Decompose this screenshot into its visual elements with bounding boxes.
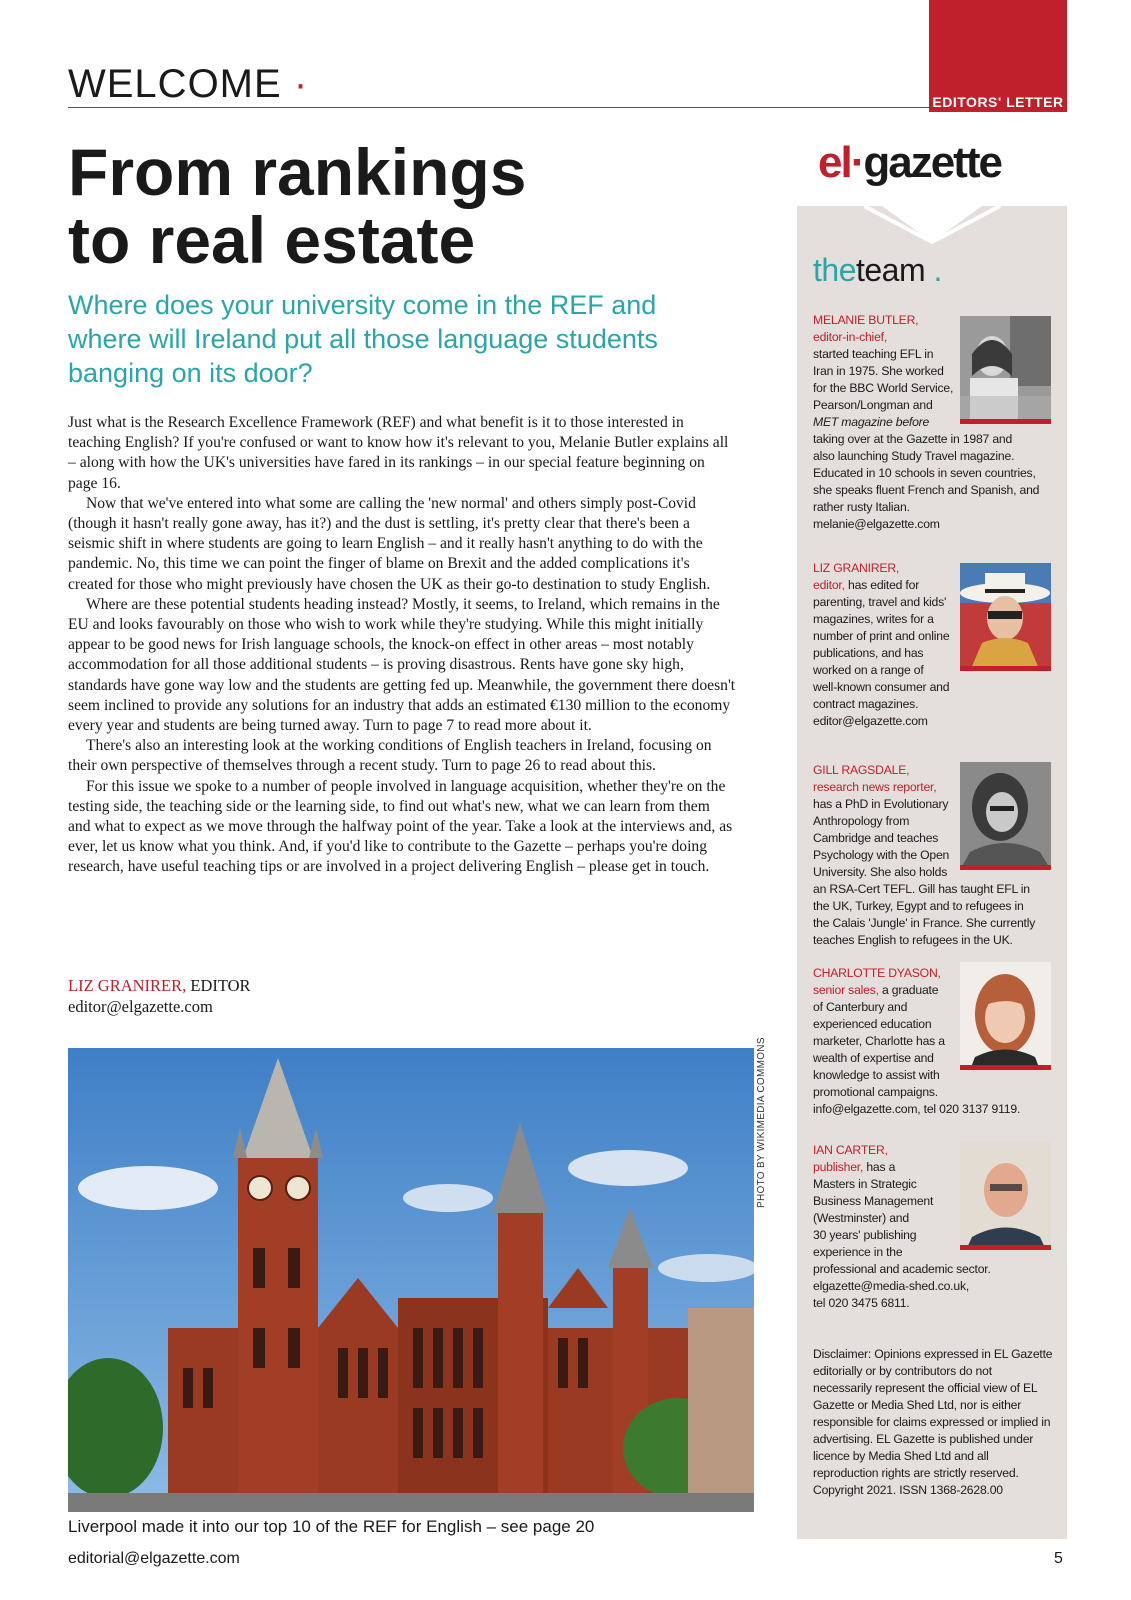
el-gazette-logo: el·gazette (818, 138, 1001, 187)
signoff (68, 975, 251, 1017)
team-member-liz-granirer: LIZ GRANIRER, editor, has edited for parenting, travel and kids' magazines, writes for a number of print and online publications, and has worked on a range of well-known consumer and contract magazines. editor@elgazette.com (813, 561, 950, 728)
disclaimer: Disclaimer: Opinions expressed in EL Gazette editorially or by contributors do not necessarily represent the official view of EL Gazette or Media Shed Ltd, nor is either responsible for claims expressed or implied in advertising. EL Gazette is published under licence by Media Shed Ltd and all reproduction rights are strictly reserved. Copyright 2021. ISSN 1368-2628.00 (813, 1347, 1053, 1497)
paragraph: For this issue we spoke to a number of people involved in language acquisition, whether they're on the testing side, the teaching side or the learning side, to find out what's new, what we can learn from them and what to expect as we move through the halfway point of the year. Take a look at the interviews and, as ever, let us know what you think. And, if you'd like to contribute to the Gazette – perhaps you're doing research, have useful teaching tips or are involved in a project delivering English – please get in touch. (68, 777, 733, 876)
team-member-charlotte-dyason: CHARLOTTE DYASON, senior sales, a graduate of Canterbury and experienced education marketer, Charlotte has a wealth of expertise and knowledge to assist with promotional campaigns. info@elgazette.com, tel 020 3137 9119. (813, 966, 1021, 1116)
notch-chevron-icon (864, 206, 1004, 246)
standfirst: Where does your university come in the REF and where will Ireland put all those language students banging on its door? (68, 290, 658, 388)
paragraph: Now that we've entered into what some are calling the 'new normal' and others simply post-Covid (though it hasn't really gone away, has it?) and the dust is settling, it's pretty clear that there's been a seismic shift in where students are going to learn English – and it really hasn't anything to do with the pandemic. No, this time we can point the finger of blame on Brexit and the added complications it's created for those who might previously have chosen the UK as their go-to destination to study English. (68, 494, 711, 593)
gill-ragsdale-photo (960, 762, 1051, 870)
article-body (68, 413, 736, 878)
paragraph: Where are these potential students heading instead? Mostly, it seems, to Ireland, which remains in the EU and looks favourably on those who wish to work while they're studying. While this might initially appear to be good news for Irish language schools, the knock-on effect in other areas – most notably accommodation for all those additional students – is proving disastrous. Rents have gone sky high, standards have gone way low and the students are getting fed up. Meanwhile, the government there doesn't seem inclined to provide any solutions for an industry that adds an estimated €130 million to the economy every year and students are being turned away. Turn to page 7 to read more about it. (68, 595, 736, 735)
headline-line-1: From rankings (68, 135, 527, 209)
team-member-melanie-butler: MELANIE BUTLER, editor-in-chief, started teaching EFL in Iran in 1975. She worked for the BBC World Service, Pearson/Longman and MET magazine before taking over at the Gazette in 1987 and also launching Study Travel magazine. Educated in 10 schools in seven countries, she speaks fluent French and Spanish, and rather rusty Italian. melanie@elgazette.com (813, 313, 1040, 531)
signoff-name: LIZ GRANIRER, (68, 976, 187, 995)
charlotte-dyason-photo (960, 962, 1051, 1070)
team-title: theteam . (813, 252, 942, 288)
signoff-role: EDITOR (186, 976, 251, 995)
headline (68, 135, 768, 277)
page-number: 5 (1054, 1550, 1063, 1567)
header-rule (68, 107, 971, 108)
team-member-ian-carter: IAN CARTER, publisher, has a Masters in Strategic Business Management (Westminster) and 30 years' publishing experience in the professional and academic sector. elgazette@media-shed.co.uk, tel 020 3475 6811. (813, 1143, 991, 1310)
liz-granirer-photo (960, 563, 1051, 671)
section-title: WELCOME · (68, 62, 309, 106)
team-member-gill-ragsdale: GILL RAGSDALE, research news reporter, has a PhD in Evolutionary Anthropology from Cambridge and teaches Psychology with the Open University. She also holds an RSA-Cert TEFL. Gill has taught EFL in the UK, Turkey, Egypt and to refugees in the Calais 'Jungle' in France. She currently teaches English to refugees in the UK. (813, 763, 1036, 947)
ian-carter-photo (960, 1142, 1051, 1250)
paragraph: There's also an interesting look at the working conditions of English teachers in Ireland, focusing on their own perspective of themselves through a recent study. Turn to page 26 to read about this. (68, 737, 712, 775)
footer-email: editorial@elgazette.com (68, 1550, 240, 1567)
paragraph: Just what is the Research Excellence Framework (REF) and what benefit is it to those interested in teaching English? If you're confused or want to know how it's relevant to you, Melanie Butler explains all – along with how the UK's universities have fared in its rankings – in our special feature beginning on page 16. (68, 414, 729, 492)
section-tab-label: EDITORS' LETTER (932, 94, 1064, 110)
section-tab (929, 0, 1067, 112)
photo-caption: Liverpool made it into our top 10 of the REF for English – see page 20 (68, 1517, 595, 1536)
section-dot-icon: · (293, 62, 309, 106)
melanie-butler-photo (960, 316, 1051, 424)
victoria-building-photo (68, 1048, 754, 1512)
headline-line-2: to real estate (68, 203, 476, 277)
signoff-email: editor@elgazette.com (68, 997, 213, 1016)
photo-credit: PHOTO BY WIKIMEDIA COMMONS (756, 1037, 767, 1208)
